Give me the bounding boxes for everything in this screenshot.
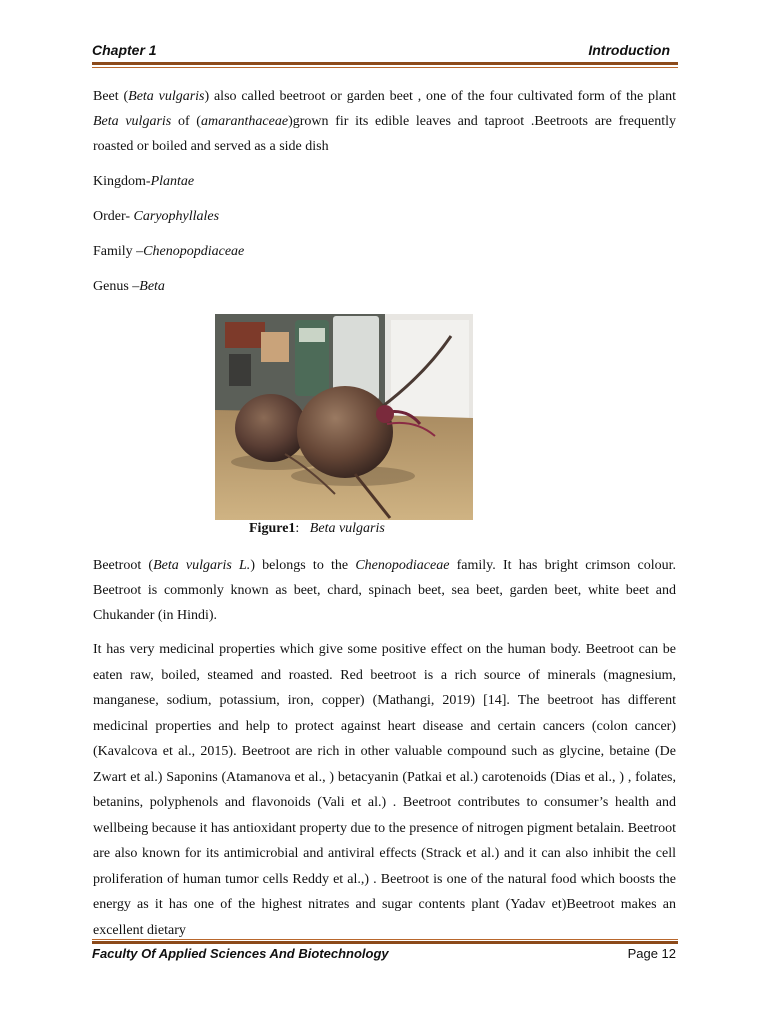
classification-genus: Genus –Beta [93, 279, 165, 294]
page-number: Page 12 [627, 946, 676, 961]
intro-block [93, 84, 676, 299]
classification-kingdom: Kingdom-Plantae [93, 174, 195, 189]
faculty-label: Faculty Of Applied Sciences And Biotechnology [92, 946, 389, 961]
paragraph-medicinal: It has very medicinal properties which give some positive effect on the human body. Beetroot can be eaten raw, boiled, steamed and roasted. Red beetroot is a rich source of minerals (magnesium, manganese, sodium, potassium, iron, copper) (Mathangi, 2019) [14]. The beetroot has different medicinal properties and help to protect against heart disease and certain cancers (colon cancer) (Kavalcova et al., 2015). Beetroot are rich in other valuable compound such as glycine, betaine (De Zwart et al.) Saponins (Atamanova et al., ) betacyanin (Patkai et al.) carotenoids (Dias et al., ) , folates, betanins, polyphenols and flavonoids (Vali et al.) . Beetroot contributes to consumer’s health and wellbeing because it has antioxidant property due to the presence of nitrogen pigment betalain. Beetroot are also known for its antimicrobial and antiviral effects (Strack et al.) and it can also inhibit the cell proliferation of human tumor cells Reddy et al.,) . Beetroot is one of the natural food which boosts the energy as it has one of the highest nitrates and sugar contents plant (Yadav et)Beetroot makes an excellent dietary [93, 642, 676, 938]
beetroot-photo [215, 314, 473, 520]
figure-caption-text: Beta vulgaris [309, 521, 385, 536]
page-header [92, 42, 678, 62]
classification-family: Family –Chenopopdiaceae [93, 244, 245, 259]
header-rule-thin [92, 67, 678, 68]
page-footer [92, 946, 678, 966]
footer-rule [92, 941, 678, 944]
paragraph-beetroot-family: Beetroot (Beta vulgaris L.) belongs to the Chenopodiaceae family. It has bright crimson colour. Beetroot is commonly known as beet, chard, spinach beet, sea beet, garden beet, white beet and Chukander (in Hindi). [93, 558, 676, 623]
figure-caption: Figure1: Beta vulgaris [249, 521, 385, 536]
figure-caption-label: Figure1 [249, 521, 296, 536]
chapter-label: Chapter 1 [92, 42, 157, 58]
footer-rule-thin [92, 939, 678, 940]
header-rule [92, 62, 678, 65]
section-label: Introduction [588, 42, 670, 58]
classification-order: Order- Caryophyllales [93, 209, 220, 224]
intro-paragraph: Beet (Beta vulgaris) also called beetroot or garden beet , one of the four cultivated form of the plant Beta vulgaris of (amaranthaceae)grown fir its edible leaves and taproot .Beetroots are frequently roasted or boiled and served as a side dish [93, 89, 677, 154]
